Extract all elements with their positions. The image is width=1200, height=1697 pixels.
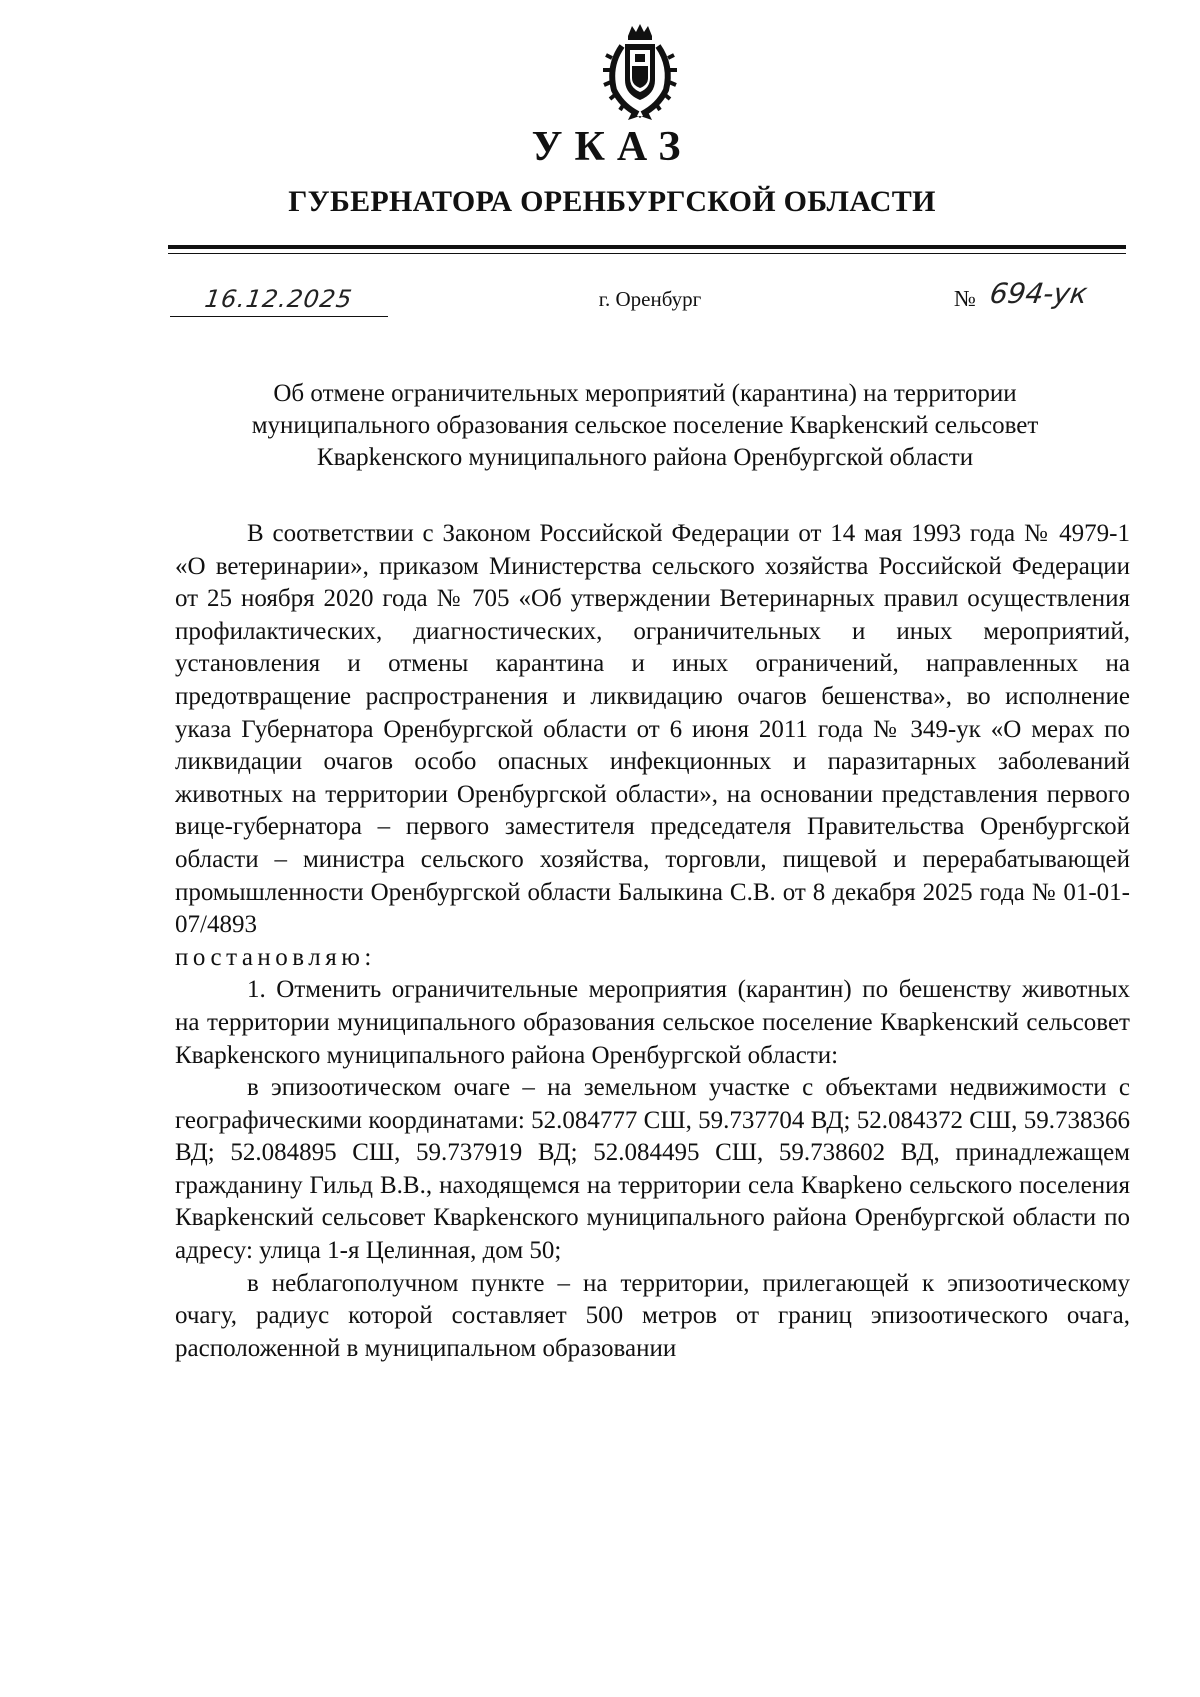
heading-line: Об отмене ограничительных мероприятий (карантина) на территории (273, 380, 1017, 407)
decree-heading (150, 378, 1140, 474)
decree-city: г. Оренбург (598, 287, 702, 311)
decree-number: 694-ук (987, 277, 1090, 310)
coat-of-arms-icon (598, 22, 682, 122)
document-title: УКАЗ (531, 124, 693, 170)
decree-date: 16.12.2025 (170, 282, 388, 317)
item-1b-paragraph: в неблагополучном пункте – на территории, прилегающей к эпизоотическому очагу, радиус которой составляет 500 метров от границ эпизоотического очага, расположенной в муниципальном образовании (175, 1269, 1130, 1362)
header-divider-thick (168, 245, 1126, 249)
decree-number-sign: № (954, 286, 976, 311)
decree-word: постановляю: (175, 943, 376, 971)
item-1a-paragraph: в эпизоотическом очаге – на земельном участке с объектами недвижимости с географическими координатами: 52.084777 СШ, 59.737704 ВД; 52.084372 СШ, 59.738366 ВД; 52.084895 СШ, 59.737919 ВД; 52.084495 СШ, 59.738602 ВД, принадлежащем гражданину Гильд В.В., находящемся на территории села Кварkено сельского поселения Кварkенский сельсовет Кварkенского муниципального района Оренбургской области по адресу: улица 1-я Целинная, дом 50; (175, 1074, 1130, 1265)
heading-line: Кварkенского муниципального района Оренбургской области (316, 444, 974, 471)
item-1-paragraph: 1. Отменить ограничительные мероприятия (карантин) по бешенству животных на территории муниципального образования сельское поселение Кварkенский сельсовет Кварkенского муниципального района Оренбургской области: (175, 976, 1130, 1069)
header-divider-thin (168, 253, 1126, 254)
decree-body (175, 518, 1130, 1365)
document-subtitle: ГУБЕРНАТОРА ОРЕНБУРГСКОЙ ОБЛАСТИ (288, 185, 936, 218)
preamble-paragraph: В соответствии с Законом Российской Федерации от 14 мая 1993 года № 4979-1 «О ветеринарии», приказом Министерства сельского хозяйства Российской Федерации от 25 ноября 2020 года № 705 «Об утверждении Ветеринарных правил осуществления профилактических, диагностических, ограничительных и иных мероприятий, установления и отмены карантина и иных ограничений, направленных на предотвращение распространения и ликвидацию очагов бешенства», во исполнение указа Губернатора Оренбургской области от 6 июня 2011 года № 349-ук «О мерах по ликвидации очагов особо опасных инфекционных и паразитарных заболеваний животных на территории Оренбургской области», на основании представления первого вице-губернатора – первого заместителя председателя Правительства Оренбургской области – министра сельского хозяйства, торговли, пищевой и перерабатывающей промышленности Оренбургской области Балыкина С.В. от 8 декабря 2025 года № 01-01-07/4893 (175, 520, 1130, 939)
heading-line: муниципального образования сельское поселение Кварkенский сельсовет (251, 412, 1039, 439)
